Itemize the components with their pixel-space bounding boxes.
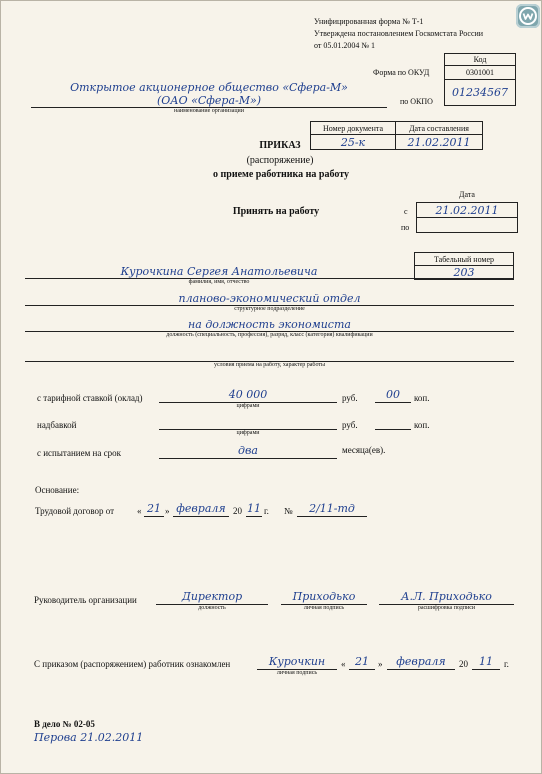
- doc-number-value: 25-к: [311, 135, 396, 150]
- ack-day: 21: [355, 655, 369, 668]
- conditions-caption: условия приема на работу, характер работы: [213, 362, 326, 368]
- doc-title: ПРИКАЗ: [259, 140, 301, 151]
- contract-day-underline: [144, 516, 164, 517]
- form-line-3: от 05.01.2004 № 1: [314, 41, 376, 50]
- ack-close-quote: »: [378, 659, 383, 669]
- head-label: Руководитель организации: [34, 595, 137, 605]
- org-name-line2: (ОАО «Сфера-М»): [156, 94, 262, 107]
- employee-name: Курочкина Сергея Анатольевича: [120, 265, 318, 278]
- head-decoding-caption: расшифровка подписи: [417, 605, 476, 611]
- contract-year-suffix: г.: [264, 506, 269, 516]
- rate-kop-value: 00: [386, 388, 400, 401]
- rate-value: 40 000: [228, 388, 268, 401]
- contract-year: 11: [247, 502, 261, 515]
- form-line-1: Унифицированная форма № Т-1: [314, 17, 424, 26]
- filing-note: В дело № 02-05: [34, 719, 95, 729]
- rate-kop-underline: [375, 402, 411, 403]
- department: планово-экономический отдел: [178, 292, 361, 305]
- doc-subject: о приеме работника на работу: [213, 169, 349, 180]
- hire-to-value: [417, 218, 518, 233]
- ack-year-prefix: 20: [459, 659, 468, 669]
- doc-date-header: Дата составления: [396, 122, 483, 135]
- site-logo-icon[interactable]: [516, 4, 540, 28]
- okpo-label: по ОКПО: [400, 97, 433, 106]
- contract-label: Трудовой договор от: [35, 506, 115, 516]
- ack-year-suffix: г.: [504, 659, 509, 669]
- org-name-line1: Открытое акционерное общество «Сфера-М»: [70, 81, 348, 94]
- rate-rub: руб.: [342, 393, 358, 403]
- contract-number: 2/11-тд: [309, 502, 355, 515]
- ack-signature: Курочкин: [268, 655, 326, 668]
- contract-number-underline: [297, 516, 367, 517]
- contract-year-underline: [246, 516, 262, 517]
- org-name-caption: наименование организации: [174, 108, 244, 114]
- doc-subtitle: (распоряжение): [246, 155, 314, 166]
- code-header: Код: [445, 54, 516, 66]
- doc-date-value: 21.02.2011: [396, 135, 483, 150]
- employee-name-caption: фамилия, имя, отчество: [188, 279, 250, 285]
- position-caption: должность (специальность, профессия), разряд, класс (категория) квалификации: [166, 332, 373, 338]
- hire-date-header: Дата: [459, 190, 475, 199]
- codes-table: [444, 53, 516, 106]
- ack-label: С приказом (распоряжением) работник ознакомлен: [34, 659, 231, 669]
- basis-label: Основание:: [35, 485, 80, 495]
- bonus-rub: руб.: [342, 420, 358, 430]
- hire-from-value: 21.02.2011: [417, 203, 518, 218]
- hire-to-label: по: [401, 223, 410, 232]
- contract-close-quote: »: [165, 506, 170, 516]
- department-caption: структурное подразделение: [234, 306, 305, 312]
- doc-number-header: Номер документа: [311, 122, 396, 135]
- ack-month-underline: [387, 669, 455, 670]
- head-decoding: А.Л. Приходько: [401, 590, 492, 603]
- contract-year-prefix: 20: [233, 506, 242, 516]
- contract-month: февраля: [176, 502, 226, 515]
- okud-label: Форма по ОКУД: [373, 68, 430, 77]
- ack-year: 11: [479, 655, 493, 668]
- contract-open-quote: «: [137, 506, 142, 516]
- position: на должность экономиста: [188, 318, 351, 331]
- trial-unit: месяца(ев).: [342, 445, 386, 455]
- tab-number-value: 203: [415, 266, 514, 280]
- tab-number-table: [414, 252, 514, 280]
- contract-day: 21: [147, 502, 161, 515]
- hire-from-label: с: [404, 207, 408, 216]
- okud-value: 0301001: [445, 66, 516, 80]
- filed-by: Перова 21.02.2011: [34, 731, 144, 744]
- rate-label: с тарифной ставкой (оклад): [37, 393, 143, 403]
- head-position-caption: должность: [198, 605, 226, 611]
- ack-year-underline: [472, 669, 500, 670]
- rate-kop: коп.: [414, 393, 430, 403]
- ack-open-quote: «: [341, 659, 346, 669]
- bonus-digits-caption: цифрами: [236, 430, 260, 436]
- form-line-2: Утверждена постановлением Госкомстата России: [314, 29, 484, 38]
- ack-signature-caption: личная подпись: [276, 670, 318, 676]
- tab-number-header: Табельный номер: [415, 253, 514, 266]
- head-signature-caption: личная подпись: [303, 605, 345, 611]
- hire-label: Принять на работу: [232, 206, 320, 217]
- okpo-value: 01234567: [445, 80, 516, 106]
- trial-underline: [159, 458, 337, 459]
- doc-number-table: [310, 121, 483, 150]
- contract-number-sign: №: [284, 506, 293, 516]
- head-position: Директор: [181, 590, 243, 603]
- head-signature: Приходько: [292, 590, 356, 603]
- trial-label: с испытанием на срок: [37, 448, 121, 458]
- contract-month-underline: [173, 516, 229, 517]
- ack-month: февраля: [396, 655, 446, 668]
- trial-value: два: [238, 444, 258, 457]
- hire-dates-table: [416, 202, 518, 233]
- ack-day-underline: [349, 669, 375, 670]
- bonus-label: надбавкой: [37, 420, 77, 430]
- bonus-kop-underline: [375, 429, 411, 430]
- bonus-kop: коп.: [414, 420, 430, 430]
- rate-digits-caption: цифрами: [236, 403, 260, 409]
